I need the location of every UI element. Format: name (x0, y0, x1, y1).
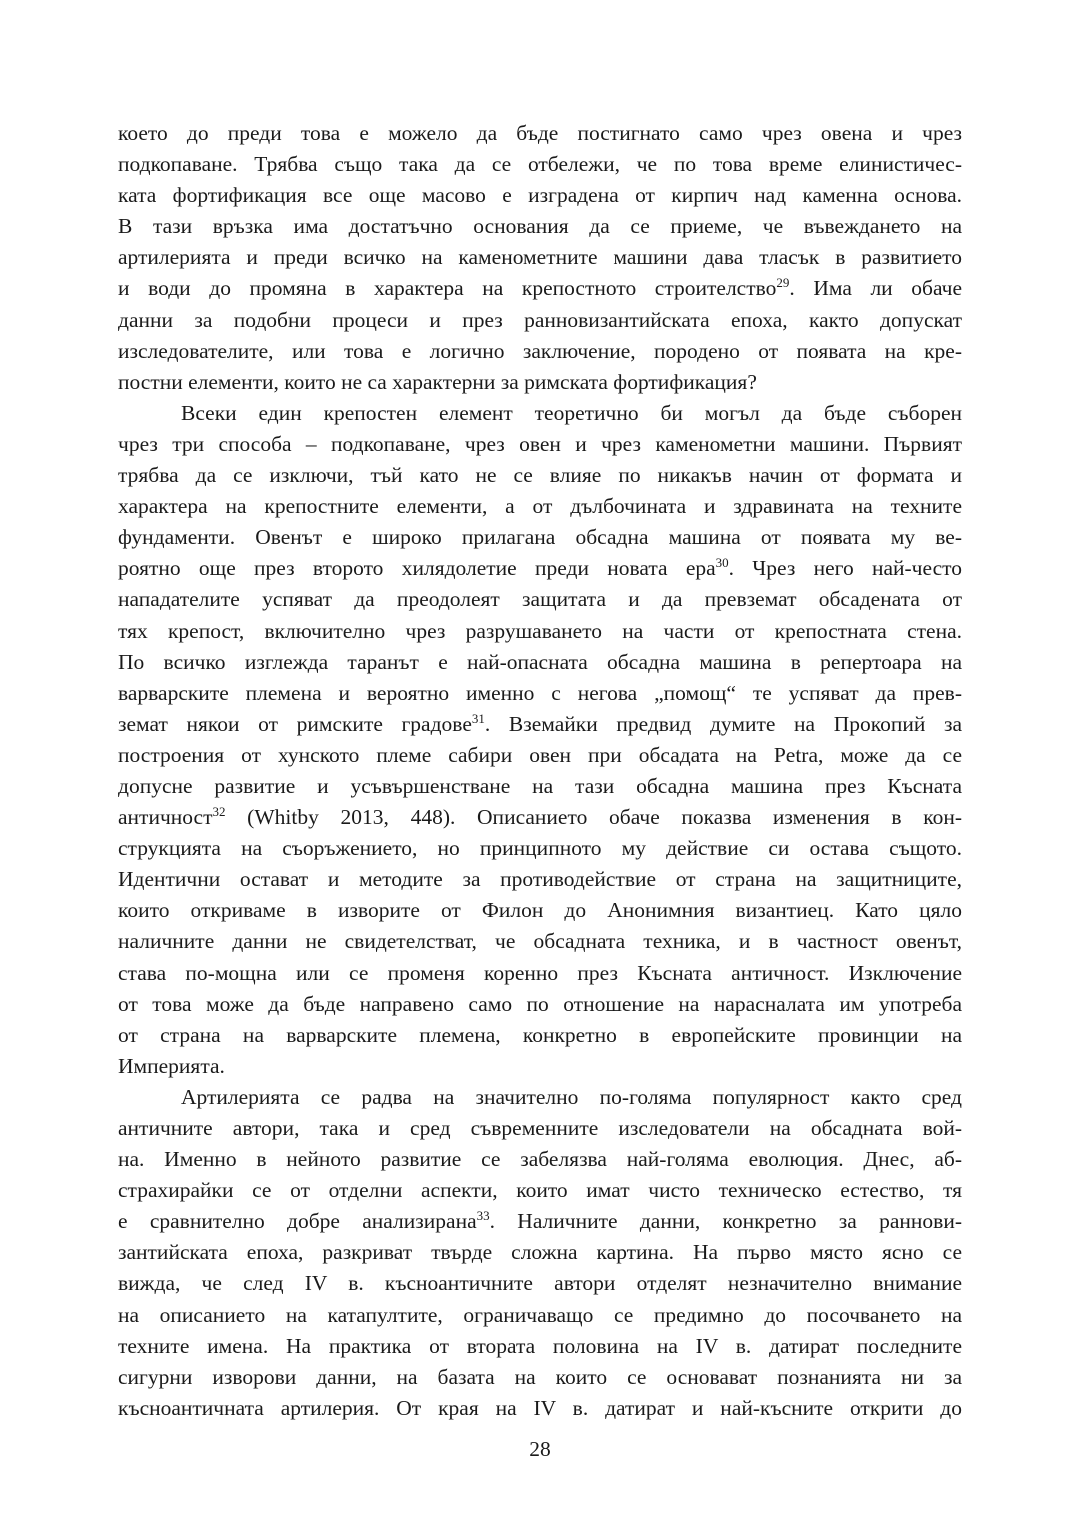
text-segment: от страна на варварските племена, конкретно в европейските провинции на (118, 1022, 962, 1047)
text-line (118, 1113, 962, 1144)
text-segment: тях крепост, включително чрез разрушаването на части от крепостната стена. (118, 618, 962, 643)
page-number: 28 (529, 1437, 551, 1461)
text-segment: от това може да бъде направено само по отношение на нарасналата им употреба (118, 991, 962, 1016)
text-segment: на описанието на катапултите, ограничаващо се предимно до посочването на (118, 1302, 962, 1327)
text-line (118, 273, 962, 304)
text-line (118, 926, 962, 957)
text-line (118, 647, 962, 678)
text-segment: . Чрез него най-често (728, 556, 962, 581)
text-segment: на. Именно в нейното развитие се забелязва най-голяма еволюция. Днес, аб- (118, 1147, 962, 1172)
text-line (118, 616, 962, 647)
text-segment: късноантичната артилерия. От края на IV в. датират и най-късните открити до (118, 1395, 962, 1420)
text-line (118, 833, 962, 864)
text-segment: сигурни изворови данни, на базата на които се основават познанията ни за (118, 1364, 962, 1389)
text-line (118, 149, 962, 180)
document-page (118, 118, 962, 1424)
text-line (118, 1206, 962, 1237)
text-line (118, 895, 962, 926)
text-segment: ката фортификация все още масово е изградена от кирпич над каменна основа. (118, 183, 962, 208)
text-segment: което до преди това е можело да бъде постигнато само чрез овена и чрез (118, 121, 962, 145)
text-segment: античност (118, 805, 213, 830)
text-segment: вижда, че след IV в. късноантичните автори отделят незначително внимание (118, 1271, 962, 1296)
text-segment: . Има ли обаче (789, 276, 962, 301)
text-segment: фундаменти. Овенът е широко прилагана обсадна машина от появата му ве- (118, 525, 962, 550)
text-line (118, 553, 962, 584)
paragraph (118, 1082, 962, 1424)
text-line (118, 771, 962, 802)
text-segment: страхирайки се от отделни аспекти, които имат чисто техническо естество, тя (118, 1178, 962, 1203)
text-segment: В тази връзка има достатъчно основания да се приеме, че въвеждането на (118, 214, 962, 239)
text-line (118, 1082, 962, 1113)
text-line (118, 1362, 962, 1393)
text-segment: Империята. (118, 1053, 225, 1078)
text-line (118, 1144, 962, 1175)
text-line (118, 336, 962, 367)
footnote-marker: 32 (212, 804, 226, 820)
text-line (118, 242, 962, 273)
paragraph (118, 398, 962, 1082)
text-segment: трябва да се изключи, тъй като не се влияе по никакъв начин от формата и (118, 463, 962, 488)
text-line (118, 958, 962, 989)
text-segment: подкопаване. Трябва също така да се отбележи, че по това време елинистичес- (118, 152, 962, 177)
footnote-marker: 29 (776, 275, 790, 291)
text-line (118, 305, 962, 336)
text-line (118, 398, 962, 429)
text-line (118, 1051, 962, 1082)
text-line (118, 584, 962, 615)
text-line (118, 211, 962, 242)
text-line (118, 522, 962, 553)
text-segment: изследователите, или това е логично заключение, породено от появата на кре- (118, 338, 962, 363)
text-segment: . Вземайки предвид думите на Прокопий за (484, 711, 963, 736)
text-line (118, 802, 962, 833)
text-line (118, 460, 962, 491)
text-segment: наличните данни не свидетелстват, че обсадната техника, и в частност овенът, (118, 929, 962, 954)
text-segment: роятно още през второто хилядолетие преди новата ера (118, 556, 716, 581)
text-line (118, 1237, 962, 1268)
text-segment: нападателите успяват да преодолеят защитата и да превземат обсадената от (118, 587, 962, 612)
text-segment: зантийската епоха, разкриват твърде сложна картина. На първо място ясно се (118, 1240, 962, 1265)
text-segment: По всичко изглежда таранът е най-опасната обсадна машина в репертоара на (118, 649, 962, 674)
text-line (118, 1175, 962, 1206)
text-segment: артилерията и преди всичко на каменометните машини дава тласък в развитието (118, 245, 962, 270)
text-segment: които откриваме в изворите от Филон до Анонимния византиец. Като цяло (118, 898, 962, 923)
text-segment: варварските племена и вероятно именно с негова „помощ“ те успяват да прев- (118, 680, 962, 705)
text-line (118, 118, 962, 149)
text-segment: чрез три способа – подкопаване, чрез овен и чрез каменометни машини. Първият (118, 431, 962, 456)
text-line (118, 429, 962, 460)
text-segment: (Whitby 2013, 448). Описанието обаче показва изменения в кон- (225, 805, 962, 830)
footnote-marker: 31 (471, 710, 485, 726)
text-segment: Всеки един крепостен елемент теоретично би могъл да бъде съборен (181, 400, 962, 425)
text-line (118, 740, 962, 771)
text-segment: и води до промяна в характера на крепостното строителство (118, 276, 777, 301)
text-segment: Артилерията се радва на значително по-голяма популярност както сред (181, 1084, 962, 1109)
text-segment: Идентични остават и методите за противодействие от страна на защитниците, (118, 867, 962, 892)
text-segment: земат някои от римските градове (118, 711, 472, 736)
text-segment: данни за подобни процеси и през ранновизантийската епоха, както допускат (118, 307, 962, 332)
text-line (118, 1020, 962, 1051)
text-segment: постни елементи, които не са характерни за римската фортификация? (118, 369, 757, 394)
text-line (118, 367, 962, 398)
text-line (118, 1300, 962, 1331)
footnote-marker: 30 (715, 555, 729, 571)
text-line (118, 180, 962, 211)
text-segment: характера на крепостните елементи, а от дълбочината и здравината на техните (118, 494, 962, 519)
text-line (118, 678, 962, 709)
text-line (118, 864, 962, 895)
text-line (118, 709, 962, 740)
text-line (118, 1268, 962, 1299)
text-segment: допусне развитие и усъвършенстване на тази обсадна машина през Късната (118, 773, 962, 798)
text-line (118, 989, 962, 1020)
text-segment: . Наличните данни, конкретно за раннови- (489, 1209, 962, 1234)
paragraph (118, 118, 962, 398)
footnote-marker: 33 (476, 1208, 490, 1224)
text-segment: става по-мощна или се променя коренно през Късната античност. Изключение (118, 960, 962, 985)
text-segment: техните имена. На практика от втората половина на IV в. датират последните (118, 1333, 962, 1358)
text-segment: струкцията на съоръжението, но принципното му действие си остава същото. (118, 836, 962, 861)
text-line (118, 1331, 962, 1362)
text-segment: е сравнително добре анализирана (118, 1209, 477, 1234)
text-segment: построения от хунското племе сабири овен при обсадата на Petra, може да се (118, 742, 962, 767)
text-line (118, 1393, 962, 1424)
text-line (118, 491, 962, 522)
text-segment: античните автори, така и сред съвременните изследователи на обсадната вой- (118, 1116, 962, 1140)
